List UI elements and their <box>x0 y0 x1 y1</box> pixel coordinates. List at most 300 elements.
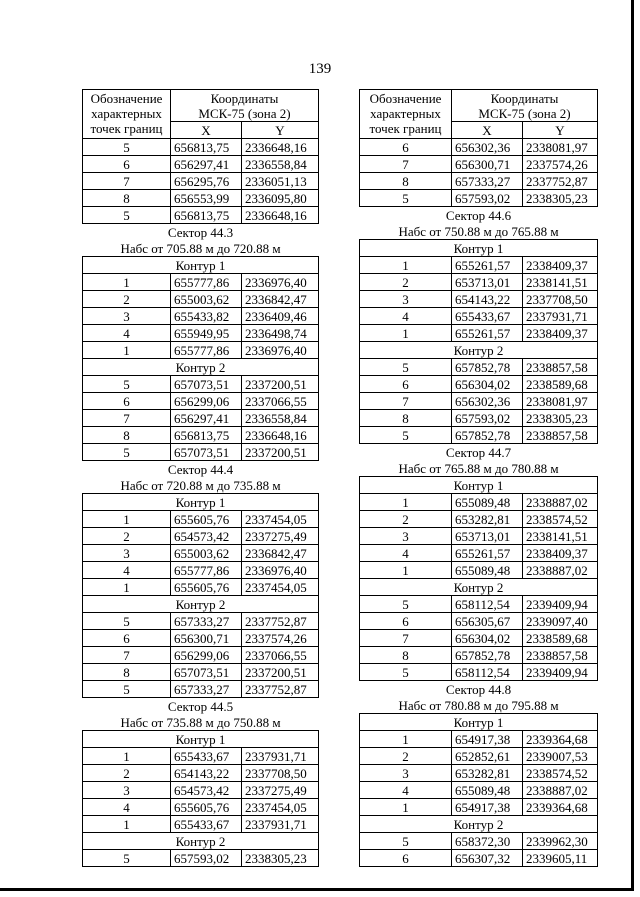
x-coordinate: 655777,86 <box>171 274 242 291</box>
contour-label: Контур 2 <box>360 579 598 596</box>
point-label-header <box>360 90 452 139</box>
point-number: 5 <box>360 427 452 444</box>
point-number: 1 <box>83 511 171 528</box>
point-number: 1 <box>83 816 171 833</box>
x-coordinate: 657593,02 <box>452 410 523 427</box>
x-coordinate: 657073,51 <box>171 664 242 681</box>
x-coordinate: 655605,76 <box>171 579 242 596</box>
table-row <box>83 613 319 630</box>
table-row <box>83 748 319 765</box>
point-number: 2 <box>83 765 171 782</box>
point-number: 8 <box>83 664 171 681</box>
page-number: 139 <box>308 61 332 77</box>
point-number: 8 <box>360 173 452 190</box>
contour-label: Контур 2 <box>83 833 319 850</box>
point-number: 7 <box>83 647 171 664</box>
y-coordinate: 2337454,05 <box>242 579 319 596</box>
contour-label-row <box>360 477 598 494</box>
point-number: 2 <box>83 291 171 308</box>
point-number: 4 <box>83 799 171 816</box>
y-coordinate: 2337066,55 <box>242 647 319 664</box>
altitude-range: Набс от 750.88 м до 765.88 м <box>398 223 559 239</box>
x-coordinate: 655777,86 <box>171 342 242 359</box>
contour-label-row <box>360 816 598 833</box>
table-row <box>83 647 319 664</box>
point-number: 6 <box>360 139 452 156</box>
y-coordinate: 2336976,40 <box>242 562 319 579</box>
table-row <box>83 308 319 325</box>
point-number: 4 <box>360 308 452 325</box>
point-number: 7 <box>360 630 452 647</box>
table-row <box>83 664 319 681</box>
header-line: точек границ <box>90 121 163 136</box>
point-number: 5 <box>83 444 171 461</box>
table-row <box>360 359 598 376</box>
y-coordinate: 2337275,49 <box>242 782 319 799</box>
table-row <box>83 342 319 359</box>
table-row <box>83 579 319 596</box>
point-number: 2 <box>360 274 452 291</box>
table-row <box>83 291 319 308</box>
point-number: 2 <box>360 748 452 765</box>
x-coordinate: 652852,61 <box>452 748 523 765</box>
y-coordinate: 2336976,40 <box>242 274 319 291</box>
sector-title-row <box>360 444 598 461</box>
y-coordinate: 2337574,26 <box>242 630 319 647</box>
sector-title-row <box>360 681 598 698</box>
x-coordinate: 653713,01 <box>452 528 523 545</box>
point-number: 1 <box>360 325 452 342</box>
x-coordinate: 655261,57 <box>452 325 523 342</box>
point-number: 1 <box>83 579 171 596</box>
point-number: 7 <box>360 156 452 173</box>
y-coordinate: 2338574,52 <box>523 765 598 782</box>
x-coordinate: 655089,48 <box>452 494 523 511</box>
point-number: 6 <box>83 156 171 173</box>
x-coordinate: 653282,81 <box>452 511 523 528</box>
point-number: 5 <box>83 850 171 867</box>
contour-label: Контур 1 <box>83 731 319 748</box>
contour-label: Контур 1 <box>83 257 319 274</box>
table-row <box>360 274 598 291</box>
y-coordinate: 2337752,87 <box>523 173 598 190</box>
y-coordinate: 2337931,71 <box>242 748 319 765</box>
table-row <box>360 393 598 410</box>
altitude-range-row <box>360 697 598 714</box>
header-line: Обозначение <box>369 91 442 106</box>
point-number: 4 <box>83 325 171 342</box>
header-line: Обозначение <box>90 91 163 106</box>
header-line: МСК-75 (зона 2) <box>478 106 571 121</box>
x-coordinate: 654917,38 <box>452 799 523 816</box>
point-number: 6 <box>83 630 171 647</box>
y-coordinate: 2339097,40 <box>523 613 598 630</box>
x-coordinate: 657333,27 <box>171 681 242 698</box>
table-row <box>83 528 319 545</box>
contour-label-row <box>360 240 598 257</box>
table-row <box>360 511 598 528</box>
table-row <box>360 291 598 308</box>
table-row <box>83 850 319 867</box>
x-coordinate: 655433,67 <box>171 816 242 833</box>
y-header: Y <box>523 122 598 139</box>
table-row <box>360 308 598 325</box>
x-coordinate: 654573,42 <box>171 782 242 799</box>
table-row <box>83 427 319 444</box>
point-number: 1 <box>360 562 452 579</box>
x-coordinate: 657073,51 <box>171 376 242 393</box>
sector-title-row <box>83 461 319 478</box>
y-coordinate: 2337574,26 <box>523 156 598 173</box>
point-number: 5 <box>83 681 171 698</box>
x-coordinate: 655777,86 <box>171 562 242 579</box>
header-line: точек границ <box>369 121 442 136</box>
x-coordinate: 655433,67 <box>452 308 523 325</box>
table-header-row <box>83 90 319 122</box>
y-coordinate: 2337752,87 <box>242 613 319 630</box>
x-coordinate: 655089,48 <box>452 562 523 579</box>
x-coordinate: 655949,95 <box>171 325 242 342</box>
x-coordinate: 656813,75 <box>171 139 242 156</box>
x-coordinate: 656553,99 <box>171 190 242 207</box>
point-number: 2 <box>83 528 171 545</box>
x-coordinate: 658372,30 <box>452 833 523 850</box>
y-coordinate: 2338857,58 <box>523 647 598 664</box>
x-coordinate: 653713,01 <box>452 274 523 291</box>
x-coordinate: 654143,22 <box>171 765 242 782</box>
contour-label: Контур 2 <box>360 342 598 359</box>
table-row <box>83 393 319 410</box>
x-coordinate: 654917,38 <box>452 731 523 748</box>
contour-label: Контур 2 <box>83 596 319 613</box>
y-coordinate: 2336558,84 <box>242 156 319 173</box>
x-coordinate: 653282,81 <box>452 765 523 782</box>
altitude-range: Набс от 765.88 м до 780.88 м <box>398 460 559 476</box>
sector-title: Сектор 44.8 <box>445 681 512 697</box>
table-row <box>360 190 598 207</box>
table-row <box>360 613 598 630</box>
altitude-range-row <box>83 714 319 731</box>
point-number: 5 <box>83 613 171 630</box>
y-coordinate: 2336648,16 <box>242 427 319 444</box>
contour-label: Контур 1 <box>360 714 598 731</box>
y-coordinate: 2337454,05 <box>242 511 319 528</box>
y-coordinate: 2338141,51 <box>523 528 598 545</box>
table-row <box>83 274 319 291</box>
x-coordinate: 654573,42 <box>171 528 242 545</box>
table-row <box>360 562 598 579</box>
table-row <box>83 444 319 461</box>
y-coordinate: 2337200,51 <box>242 376 319 393</box>
y-coordinate: 2338081,97 <box>523 139 598 156</box>
x-coordinate: 655433,67 <box>171 748 242 765</box>
table-row <box>360 833 598 850</box>
table-row <box>360 545 598 562</box>
altitude-range: Набс от 720.88 м до 735.88 м <box>120 477 281 493</box>
contour-label: Контур 2 <box>83 359 319 376</box>
y-header: Y <box>242 122 319 139</box>
x-coordinate: 656297,41 <box>171 156 242 173</box>
contour-label: Контур 1 <box>360 240 598 257</box>
y-coordinate: 2337454,05 <box>242 799 319 816</box>
x-coordinate: 657593,02 <box>171 850 242 867</box>
table-row <box>360 596 598 613</box>
sector-title: Сектор 44.4 <box>167 461 234 477</box>
contour-label-row <box>360 342 598 359</box>
sector-title: Сектор 44.7 <box>445 444 512 460</box>
table-row <box>360 630 598 647</box>
table-row <box>360 782 598 799</box>
x-coordinate: 656300,71 <box>171 630 242 647</box>
point-number: 1 <box>83 342 171 359</box>
header-line: МСК-75 (зона 2) <box>198 106 291 121</box>
contour-label-row <box>83 833 319 850</box>
coordinates-title <box>452 90 598 122</box>
point-number: 1 <box>360 731 452 748</box>
header-line: характерных <box>91 106 162 121</box>
x-coordinate: 656813,75 <box>171 427 242 444</box>
table-row <box>83 765 319 782</box>
table-row <box>83 410 319 427</box>
y-coordinate: 2336648,16 <box>242 207 319 224</box>
table-row <box>83 816 319 833</box>
point-number: 5 <box>360 359 452 376</box>
x-coordinate: 656305,67 <box>452 613 523 630</box>
altitude-range-row <box>83 477 319 494</box>
table-row <box>83 139 319 156</box>
x-coordinate: 655089,48 <box>452 782 523 799</box>
sector-title: Сектор 44.6 <box>445 207 512 223</box>
y-coordinate: 2336842,47 <box>242 291 319 308</box>
point-number: 3 <box>83 782 171 799</box>
table-row <box>360 528 598 545</box>
table-row <box>83 325 319 342</box>
y-coordinate: 2336976,40 <box>242 342 319 359</box>
point-number: 5 <box>83 207 171 224</box>
x-coordinate: 656299,06 <box>171 393 242 410</box>
x-coordinate: 658112,54 <box>452 596 523 613</box>
table-row <box>360 139 598 156</box>
y-coordinate: 2338887,02 <box>523 494 598 511</box>
contour-label-row <box>83 359 319 376</box>
x-coordinate: 657852,78 <box>452 359 523 376</box>
y-coordinate: 2338141,51 <box>523 274 598 291</box>
contour-label-row <box>360 579 598 596</box>
point-number: 6 <box>360 850 452 867</box>
y-coordinate: 2336409,46 <box>242 308 319 325</box>
contour-label-row <box>83 596 319 613</box>
table-body <box>83 90 319 867</box>
point-number: 5 <box>83 139 171 156</box>
table-body <box>360 90 598 867</box>
point-number: 8 <box>83 427 171 444</box>
y-coordinate: 2339962,30 <box>523 833 598 850</box>
table-row <box>360 257 598 274</box>
y-coordinate: 2338409,37 <box>523 545 598 562</box>
x-coordinate: 656300,71 <box>452 156 523 173</box>
table-row <box>360 427 598 444</box>
table-row <box>83 562 319 579</box>
point-number: 3 <box>360 528 452 545</box>
table-row <box>360 376 598 393</box>
y-coordinate: 2338081,97 <box>523 393 598 410</box>
y-coordinate: 2337200,51 <box>242 444 319 461</box>
sector-title-row <box>83 224 319 241</box>
point-number: 1 <box>83 274 171 291</box>
x-coordinate: 656307,32 <box>452 850 523 867</box>
point-number: 6 <box>360 613 452 630</box>
point-number: 6 <box>360 376 452 393</box>
x-header: X <box>171 122 242 139</box>
table-row <box>360 765 598 782</box>
point-number: 5 <box>360 833 452 850</box>
header-line: характерных <box>370 106 441 121</box>
y-coordinate: 2338305,23 <box>523 190 598 207</box>
y-coordinate: 2337931,71 <box>242 816 319 833</box>
table-row <box>83 190 319 207</box>
y-coordinate: 2336051,13 <box>242 173 319 190</box>
y-coordinate: 2337708,50 <box>523 291 598 308</box>
point-label-header <box>83 90 171 139</box>
contour-label-row <box>83 257 319 274</box>
point-number: 7 <box>83 410 171 427</box>
sector-title: Сектор 44.3 <box>167 224 234 240</box>
x-coordinate: 656299,06 <box>171 647 242 664</box>
point-number: 4 <box>360 782 452 799</box>
header-line: Координаты <box>490 91 559 106</box>
point-number: 5 <box>360 596 452 613</box>
y-coordinate: 2339409,94 <box>523 596 598 613</box>
x-coordinate: 656297,41 <box>171 410 242 427</box>
x-coordinate: 654143,22 <box>452 291 523 308</box>
point-number: 2 <box>360 511 452 528</box>
sector-title-row <box>360 207 598 224</box>
x-coordinate: 656302,36 <box>452 139 523 156</box>
contour-label-row <box>83 494 319 511</box>
y-coordinate: 2339605,11 <box>523 850 598 867</box>
x-coordinate: 656295,76 <box>171 173 242 190</box>
y-coordinate: 2337200,51 <box>242 664 319 681</box>
table-row <box>83 173 319 190</box>
table-row <box>360 325 598 342</box>
coordinates-table-left <box>82 89 319 867</box>
point-number: 4 <box>83 562 171 579</box>
table-row <box>83 156 319 173</box>
table-row <box>360 156 598 173</box>
y-coordinate: 2338409,37 <box>523 257 598 274</box>
x-coordinate: 655003,62 <box>171 291 242 308</box>
table-row <box>360 173 598 190</box>
x-coordinate: 655261,57 <box>452 545 523 562</box>
y-coordinate: 2338574,52 <box>523 511 598 528</box>
y-coordinate: 2337931,71 <box>523 308 598 325</box>
y-coordinate: 2339364,68 <box>523 731 598 748</box>
coordinates-title <box>171 90 319 122</box>
point-number: 5 <box>360 664 452 681</box>
point-number: 1 <box>360 494 452 511</box>
table-row <box>83 376 319 393</box>
point-number: 5 <box>360 190 452 207</box>
point-number: 3 <box>83 308 171 325</box>
contour-label: Контур 1 <box>360 477 598 494</box>
y-coordinate: 2337708,50 <box>242 765 319 782</box>
x-coordinate: 656302,36 <box>452 393 523 410</box>
point-number: 8 <box>83 190 171 207</box>
sector-title-row <box>83 698 319 715</box>
table-row <box>83 545 319 562</box>
y-coordinate: 2339364,68 <box>523 799 598 816</box>
y-coordinate: 2338857,58 <box>523 427 598 444</box>
y-coordinate: 2337275,49 <box>242 528 319 545</box>
y-coordinate: 2338305,23 <box>523 410 598 427</box>
table-row <box>83 207 319 224</box>
y-coordinate: 2336558,84 <box>242 410 319 427</box>
y-coordinate: 2338887,02 <box>523 782 598 799</box>
y-coordinate: 2338857,58 <box>523 359 598 376</box>
y-coordinate: 2336842,47 <box>242 545 319 562</box>
y-coordinate: 2338887,02 <box>523 562 598 579</box>
table-row <box>360 647 598 664</box>
x-coordinate: 656813,75 <box>171 207 242 224</box>
header-line: Координаты <box>210 91 279 106</box>
x-header: X <box>452 122 523 139</box>
x-coordinate: 656304,02 <box>452 630 523 647</box>
contour-label: Контур 1 <box>83 494 319 511</box>
table-row <box>83 681 319 698</box>
altitude-range: Набс от 735.88 м до 750.88 м <box>120 714 281 730</box>
x-coordinate: 657333,27 <box>171 613 242 630</box>
table-row <box>360 410 598 427</box>
y-coordinate: 2337752,87 <box>242 681 319 698</box>
y-coordinate: 2338409,37 <box>523 325 598 342</box>
point-number: 3 <box>360 765 452 782</box>
point-number: 6 <box>83 393 171 410</box>
x-coordinate: 655605,76 <box>171 799 242 816</box>
x-coordinate: 655605,76 <box>171 511 242 528</box>
y-coordinate: 2339007,53 <box>523 748 598 765</box>
x-coordinate: 657073,51 <box>171 444 242 461</box>
y-coordinate: 2336498,74 <box>242 325 319 342</box>
table-row <box>83 782 319 799</box>
y-coordinate: 2336095,80 <box>242 190 319 207</box>
x-coordinate: 657593,02 <box>452 190 523 207</box>
point-number: 7 <box>83 173 171 190</box>
x-coordinate: 657852,78 <box>452 427 523 444</box>
contour-label: Контур 2 <box>360 816 598 833</box>
point-number: 7 <box>360 393 452 410</box>
table-row <box>360 494 598 511</box>
y-coordinate: 2338589,68 <box>523 630 598 647</box>
altitude-range: Набс от 780.88 м до 795.88 м <box>398 697 559 713</box>
table-row <box>83 511 319 528</box>
altitude-range-row <box>360 223 598 240</box>
altitude-range-row <box>360 460 598 477</box>
point-number: 5 <box>83 376 171 393</box>
table-row <box>360 664 598 681</box>
table-row <box>360 731 598 748</box>
coordinates-table-right <box>359 89 598 867</box>
x-coordinate: 657852,78 <box>452 647 523 664</box>
point-number: 8 <box>360 647 452 664</box>
point-number: 4 <box>360 545 452 562</box>
contour-label-row <box>360 714 598 731</box>
point-number: 3 <box>83 545 171 562</box>
point-number: 1 <box>83 748 171 765</box>
x-coordinate: 655261,57 <box>452 257 523 274</box>
x-coordinate: 655433,82 <box>171 308 242 325</box>
y-coordinate: 2336648,16 <box>242 139 319 156</box>
table-header-row <box>360 90 598 122</box>
